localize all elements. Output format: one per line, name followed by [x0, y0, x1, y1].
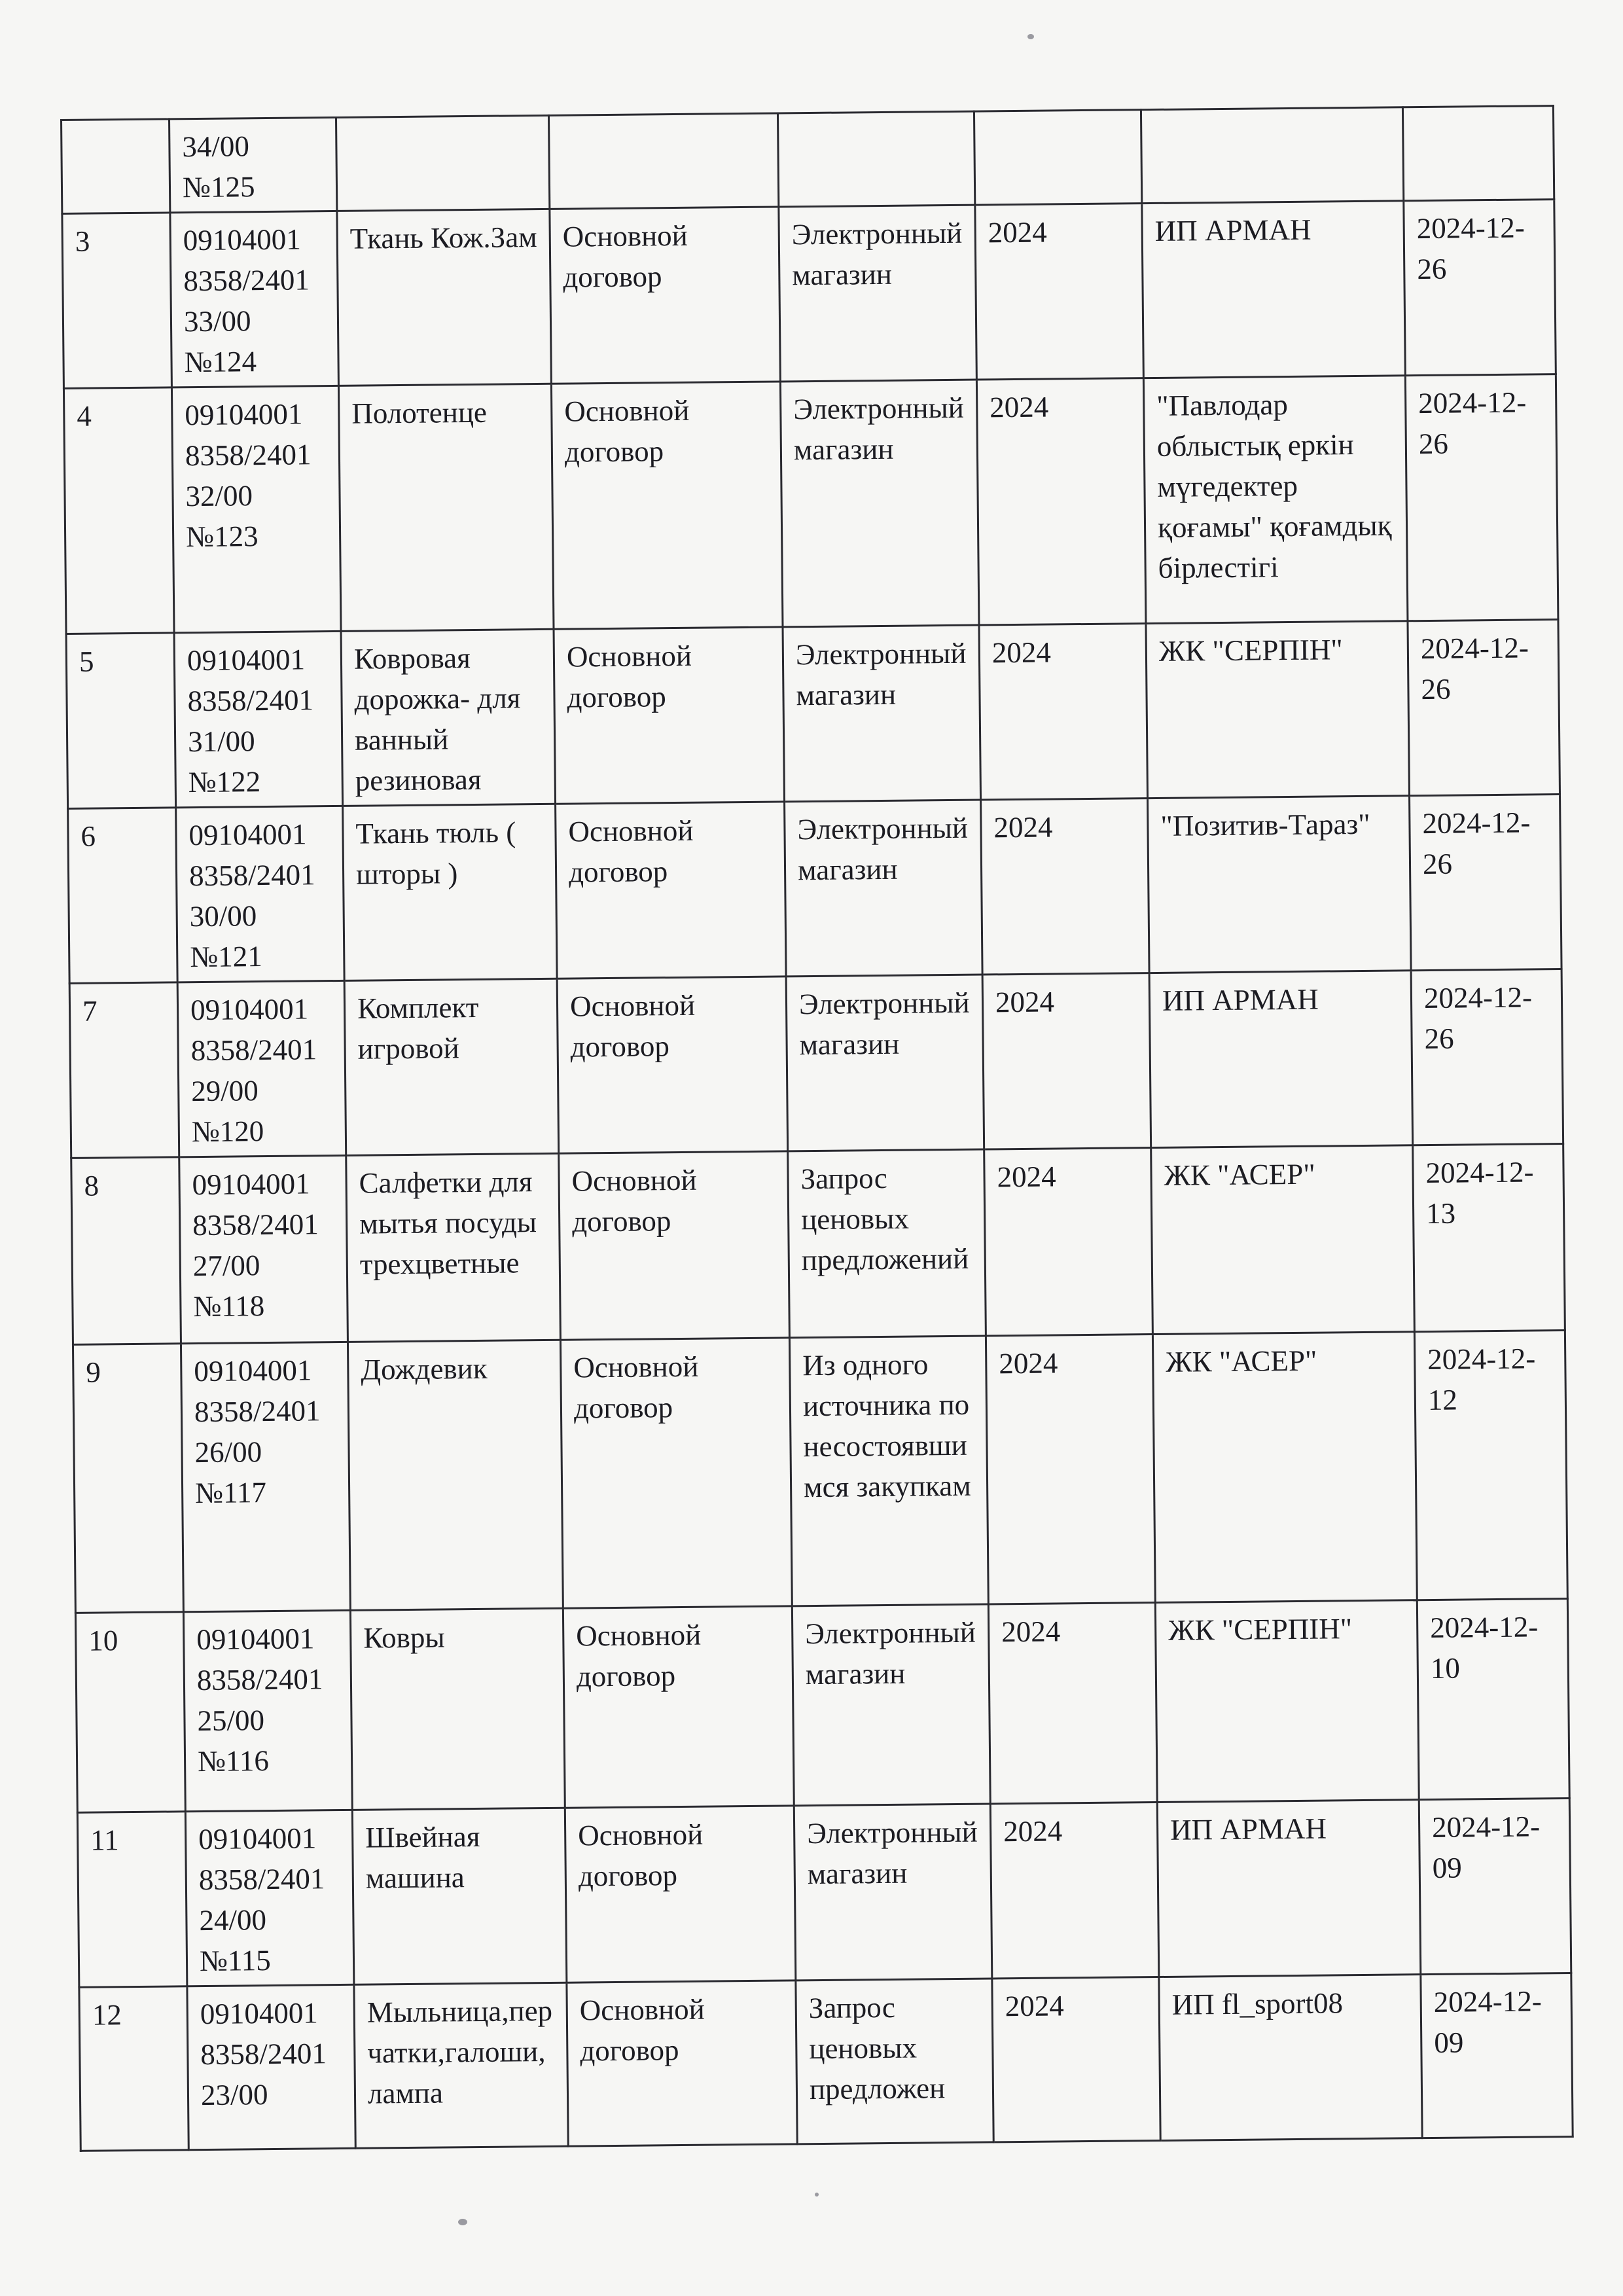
- cell-year: 2024: [988, 1603, 1157, 1804]
- cell-contract: 09104001 8358/2401 33/00 №124: [170, 211, 339, 387]
- cell-item: Салфетки для мытья посуды трехцветные: [346, 1153, 561, 1342]
- cell-supplier: ИП fl_sport08: [1159, 1975, 1422, 2141]
- cell-supplier: "Позитив-Тараз": [1148, 796, 1412, 973]
- cell-num: 9: [73, 1344, 183, 1613]
- cell-supplier: "Павлодар облыстық еркін мүгедектер қоғамы" қоғамдық бірлестігі: [1143, 376, 1408, 624]
- cell-contract: 09104001 8358/2401 26/00 №117: [181, 1342, 350, 1611]
- cell-date: 2024-12-09: [1421, 1973, 1573, 2138]
- cell-item: Ткань Кож.Зам: [337, 209, 552, 386]
- cell-type: Основной договор: [557, 977, 788, 1153]
- cell-supplier: ЖК "СЕРПІН": [1155, 1600, 1419, 1803]
- cell-item: Дождевик: [348, 1340, 563, 1610]
- cell-method: Электронный магазин: [779, 205, 977, 382]
- cell-method: Запрос ценовых предложений: [788, 1149, 986, 1338]
- cell-type: Основной договор: [567, 1981, 797, 2146]
- table-row: [77, 1798, 1571, 1987]
- cell-method: Электронный магазин: [783, 625, 981, 802]
- cell-item: Ковровая дорожка- для ванный резиновая: [341, 629, 556, 806]
- cell-year: 2024: [979, 624, 1148, 800]
- cell-contract: 09104001 8358/2401 31/00 №122: [174, 631, 343, 807]
- cell-contract: 09104001 8358/2401 27/00 №118: [179, 1155, 348, 1343]
- cell-item: [336, 115, 549, 211]
- cell-contract: 09104001 8358/2401 29/00 №120: [177, 980, 346, 1157]
- cell-supplier: [1141, 107, 1403, 204]
- cell-year: 2024: [981, 798, 1150, 975]
- cell-num: 12: [79, 1986, 188, 2151]
- cell-date: 2024-12-12: [1414, 1331, 1567, 1600]
- cell-year: 2024: [992, 1977, 1160, 2142]
- scan-speck: [1027, 34, 1034, 39]
- table-row-continued: [62, 106, 1554, 214]
- table-row: [63, 374, 1558, 634]
- cell-supplier: ИП АРМАН: [1157, 1800, 1421, 1977]
- cell-num: 3: [62, 213, 172, 389]
- cell-contract: 09104001 8358/2401 32/00 №123: [171, 386, 341, 632]
- table-row: [68, 795, 1561, 984]
- cell-item: Полотенце: [338, 384, 554, 631]
- cell-year: 2024: [982, 973, 1151, 1149]
- table-row: [73, 1331, 1567, 1613]
- table-body: [62, 106, 1573, 2151]
- cell-num: 11: [77, 1812, 187, 1988]
- cell-supplier: ИП АРМАН: [1142, 201, 1406, 378]
- table-row: [62, 200, 1556, 389]
- cell-num: [62, 119, 170, 214]
- scan-speck: [815, 2193, 819, 2197]
- cell-type: Основной договор: [554, 627, 785, 804]
- cell-contract: 34/00 №125: [169, 117, 337, 212]
- cell-type: Основной договор: [551, 382, 783, 629]
- cell-year: 2024: [990, 1803, 1159, 1979]
- cell-year: 2024: [984, 1148, 1153, 1336]
- cell-method: [777, 111, 974, 207]
- cell-method: Из одного источника по несостоявшимся закупкам: [789, 1336, 988, 1606]
- cell-date: 2024-12-26: [1408, 620, 1560, 796]
- cell-date: 2024-12-26: [1410, 795, 1562, 971]
- cell-type: Основной договор: [560, 1338, 792, 1608]
- cell-date: 2024-12-26: [1405, 374, 1558, 621]
- cell-contract: 09104001 8358/2401 23/00: [187, 1984, 355, 2149]
- cell-year: 2024: [975, 204, 1144, 380]
- cell-method: Электронный магазин: [785, 800, 983, 977]
- cell-date: [1402, 106, 1554, 201]
- cell-date: 2024-12-09: [1419, 1798, 1571, 1974]
- cell-type: Основной договор: [559, 1151, 790, 1340]
- table-row: [69, 969, 1563, 1158]
- cell-contract: 09104001 8358/2401 25/00 №116: [183, 1610, 352, 1811]
- cell-method: Электронный магазин: [780, 380, 979, 627]
- cell-item: Мыльница,перчатки,галоши,лампа: [354, 1982, 568, 2148]
- cell-num: 4: [63, 387, 174, 634]
- contracts-registry-table: [60, 105, 1574, 2152]
- table-row: [79, 1973, 1573, 2151]
- cell-item: Швейная машина: [352, 1808, 567, 1984]
- cell-year: [974, 110, 1141, 205]
- cell-type: Основной договор: [563, 1606, 794, 1808]
- cell-date: 2024-12-10: [1417, 1598, 1569, 1799]
- cell-supplier: ИП АРМАН: [1149, 971, 1413, 1148]
- cell-year: 2024: [976, 378, 1146, 625]
- cell-num: 8: [71, 1157, 181, 1345]
- cell-item: Ткань тюль ( шторы ): [343, 804, 558, 980]
- cell-contract: 09104001 8358/2401 24/00 №115: [185, 1810, 354, 1986]
- cell-num: 10: [75, 1612, 185, 1813]
- cell-num: 6: [68, 808, 178, 984]
- cell-item: Комплект игровой: [344, 978, 559, 1155]
- table-row: [71, 1144, 1565, 1345]
- cell-supplier: ЖК "АСЕР": [1152, 1332, 1417, 1603]
- registry-table-wrapper: [60, 105, 1571, 2115]
- table-row: [66, 620, 1560, 809]
- cell-year: 2024: [986, 1335, 1155, 1604]
- cell-type: Основной договор: [550, 207, 781, 384]
- cell-type: Основной договор: [556, 802, 787, 978]
- cell-supplier: ЖК "АСЕР": [1151, 1145, 1415, 1335]
- table-row: [75, 1598, 1569, 1812]
- cell-date: 2024-12-26: [1411, 969, 1563, 1145]
- cell-type: [548, 113, 778, 209]
- cell-num: 7: [69, 982, 179, 1158]
- cell-method: Электронный магазин: [792, 1604, 990, 1806]
- cell-method: Электронный магазин: [786, 975, 984, 1151]
- cell-method: Электронный магазин: [794, 1804, 992, 1981]
- scan-speck: [458, 2219, 467, 2225]
- cell-supplier: ЖК "СЕРПІН": [1146, 621, 1410, 798]
- cell-date: 2024-12-13: [1413, 1144, 1565, 1332]
- cell-type: Основной договор: [565, 1806, 796, 1982]
- cell-contract: 09104001 8358/2401 30/00 №121: [176, 806, 345, 982]
- cell-num: 5: [66, 633, 176, 809]
- cell-item: Ковры: [350, 1608, 565, 1810]
- cell-method: Запрос ценовых предложен: [796, 1979, 993, 2144]
- cell-date: 2024-12-26: [1404, 200, 1556, 376]
